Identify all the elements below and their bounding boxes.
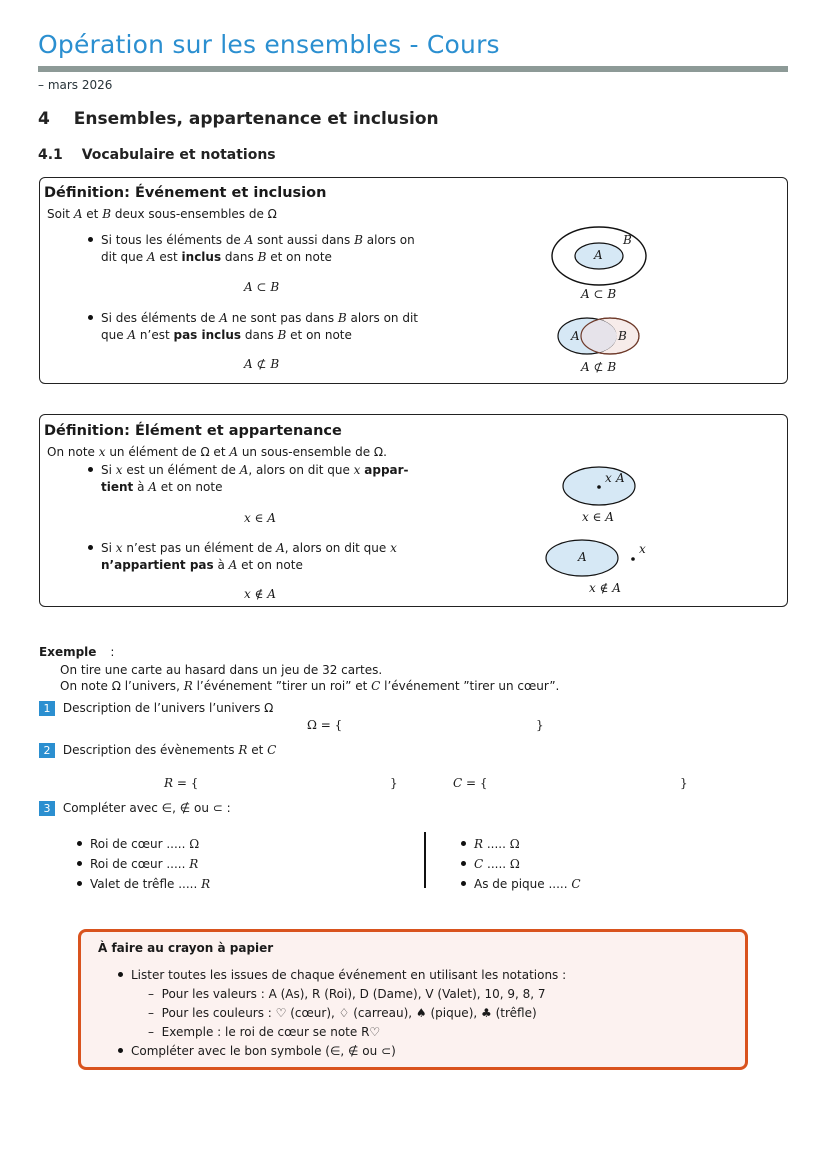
not-membership-label-x: x <box>639 542 646 556</box>
not-membership-caption: x ∉ A <box>589 581 621 595</box>
sub-list-item: – Pour les valeurs : A (As), R (Roi), D (Dame), V (Valet), 10, 9, 8, 7 <box>148 987 546 1001</box>
C-set-close: } <box>680 776 688 790</box>
section-heading <box>38 109 439 129</box>
bullet-dot <box>88 315 93 320</box>
list-item: As de pique ..... C <box>461 874 581 894</box>
subset-label-B: B <box>623 233 632 247</box>
R-set-open: R = { <box>164 776 199 790</box>
subsection-title: Vocabulaire et notations <box>81 147 276 163</box>
left-exercise-list <box>77 834 210 894</box>
element-x-point <box>631 557 635 561</box>
not-subset-caption: A ⊄ B <box>581 360 617 374</box>
section-number: 4 <box>38 109 50 129</box>
question-number: 2 <box>39 743 55 758</box>
list-item: C ..... Ω <box>461 854 581 874</box>
element-x-point <box>597 485 601 489</box>
question-1 <box>39 701 273 716</box>
membership-diagram <box>560 463 640 509</box>
formula-subset: A ⊂ B <box>244 280 280 294</box>
R-set-close: } <box>390 776 398 790</box>
sub-list-item: – Exemple : le roi de cœur se note R♡ <box>148 1025 381 1039</box>
subset-diagram <box>545 218 665 298</box>
pencil-task-list <box>118 966 566 1061</box>
list-item: Roi de cœur ..... Ω <box>77 834 210 854</box>
subset-label-A: A <box>594 248 603 262</box>
membership-label-x: x <box>605 471 612 485</box>
bullet-dot <box>88 545 93 550</box>
right-exercise-list <box>461 834 581 894</box>
bullet-not-inclusion: Si des éléments de A ne sont pas dans B alors on dit que A n’est pas inclus dans B et on note <box>88 310 418 344</box>
question-3 <box>39 801 231 816</box>
subsection-heading <box>38 147 276 163</box>
example-line-1: On tire une carte au hasard dans un jeu de 32 cartes. <box>60 663 383 677</box>
not-subset-diagram <box>555 314 645 358</box>
not-membership-diagram <box>542 537 652 581</box>
document-date: – mars 2026 <box>38 78 113 92</box>
document-title: Opération sur les ensembles - Cours <box>38 30 500 59</box>
list-item: Roi de cœur ..... R <box>77 854 210 874</box>
question-2 <box>39 743 276 758</box>
not-membership-label-A: A <box>578 550 587 564</box>
list-item: Lister toutes les issues de chaque événement en utilisant les notations : <box>118 966 566 985</box>
list-item: Valet de trêfle ..... R <box>77 874 210 894</box>
omega-set-close: } <box>536 718 544 732</box>
question-text: Compléter avec ∈, ∉ ou ⊂ : <box>62 801 231 815</box>
not-subset-label-B: B <box>618 329 627 343</box>
definition-intro: Soit A et B deux sous-ensembles de Ω <box>47 207 277 221</box>
definition-title: Définition: Événement et inclusion <box>44 185 327 201</box>
question-text: Description de l’univers l’univers Ω <box>62 701 274 715</box>
column-divider <box>424 832 426 888</box>
definition-intro: On note x un élément de Ω et A un sous-ensemble de Ω. <box>47 445 387 459</box>
subset-caption: A ⊂ B <box>581 287 617 301</box>
pencil-task-title: À faire au crayon à papier <box>98 941 274 955</box>
pencil-task-box <box>78 929 748 1070</box>
formula-element-of: x ∈ A <box>244 511 276 525</box>
section-title: Ensembles, appartenance et inclusion <box>73 109 439 129</box>
bullet-inclusion: Si tous les éléments de A sont aussi dans B alors on dit que A est inclus dans B et on note <box>88 232 415 266</box>
membership-caption: x ∈ A <box>582 510 614 524</box>
definition-title: Définition: Élément et appartenance <box>44 423 342 439</box>
question-text: Description des évènements R et C <box>62 743 277 757</box>
definition-membership-box <box>39 414 788 607</box>
C-set-open: C = { <box>453 776 488 790</box>
omega-set-open: Ω = { <box>307 718 343 732</box>
subsection-number: 4.1 <box>38 147 63 163</box>
definition-inclusion-box <box>39 177 788 384</box>
bullet-dot <box>88 237 93 242</box>
bullet-not-membership: Si x n’est pas un élément de A, alors on dit que x n’appartient pas à A et on note <box>88 540 397 574</box>
list-item: Compléter avec le bon symbole (∈, ∉ ou ⊂) <box>118 1042 566 1061</box>
sub-list-item: – Pour les couleurs : ♡ (cœur), ♢ (carreau), ♠ (pique), ♣ (trêfle) <box>148 1006 537 1020</box>
membership-label-A: A <box>616 471 625 485</box>
bullet-dot <box>88 467 93 472</box>
list-item: R ..... Ω <box>461 834 581 854</box>
formula-not-subset: A ⊄ B <box>244 357 280 371</box>
formula-not-element-of: x ∉ A <box>244 587 276 601</box>
bullet-membership: Si x est un élément de A, alors on dit que x appar- tient à A et on note <box>88 462 409 496</box>
title-rule <box>38 66 788 72</box>
question-number: 1 <box>39 701 55 716</box>
example-label: Exemple : <box>39 645 115 659</box>
question-number: 3 <box>39 801 55 816</box>
not-subset-label-A: A <box>571 329 580 343</box>
example-line-2: On note Ω l’univers, R l’événement ”tirer un roi” et C l’événement ”tirer un cœur”. <box>60 679 560 693</box>
